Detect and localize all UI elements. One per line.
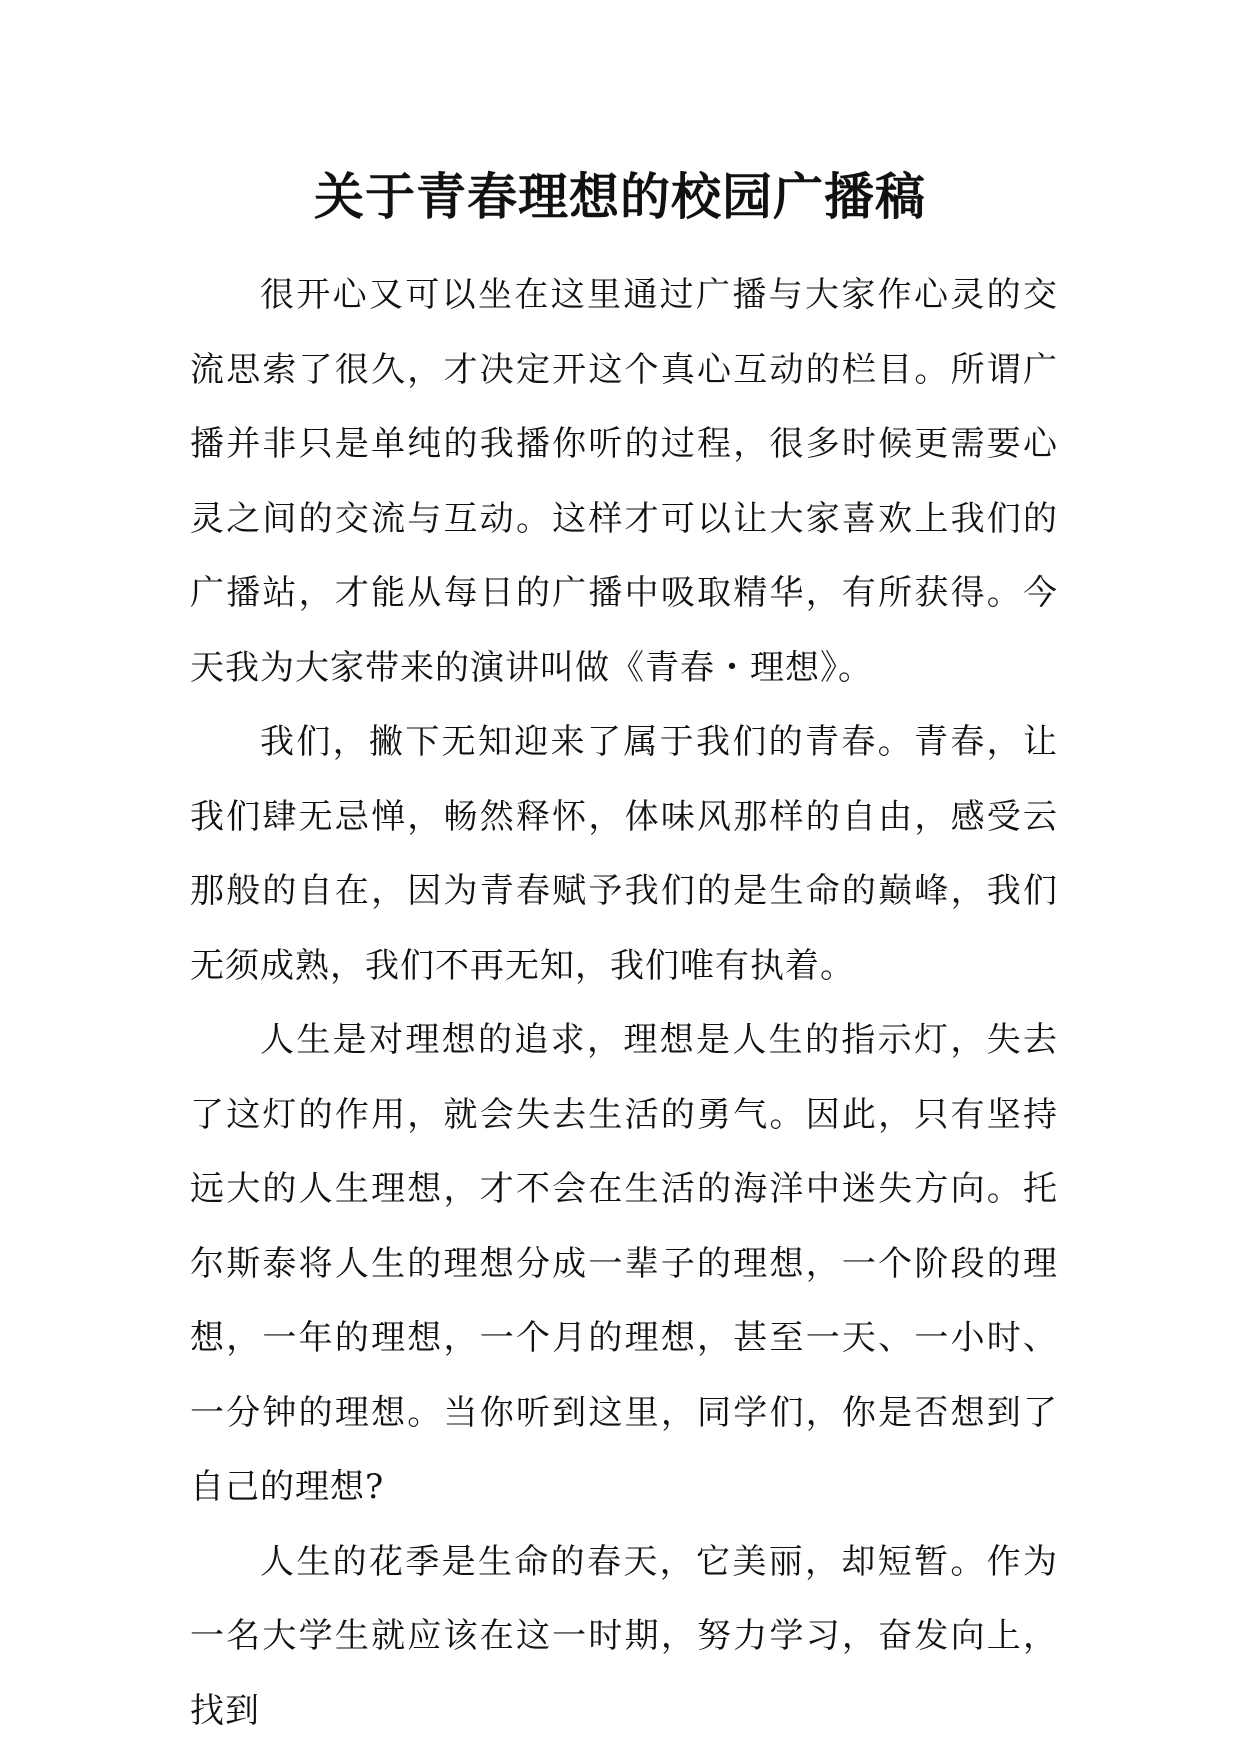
paragraph-3: 人生是对理想的追求，理想是人生的指示灯，失去了这灯的作用，就会失去生活的勇气。因此，只有坚持远大的人生理想，才不会在生活的海洋中迷失方向。托尔斯泰将人生的理想分成一辈子的理想，一个阶段的理想，一年的理想，一个月的理想，甚至一天、一小时、一分钟的理想。当你听到这里，同学们，你是否想到了自己的理想? bbox=[190, 1020, 1058, 1507]
document-body bbox=[190, 258, 1058, 1748]
paragraph-4: 人生的花季是生命的春天，它美丽，却短暂。作为一名大学生就应该在这一时期，努力学习，奋发向上，找到 bbox=[190, 1541, 1058, 1731]
paragraph-1: 很开心又可以坐在这里通过广播与大家作心灵的交流思索了很久，才决定开这个真心互动的栏目。所谓广播并非只是单纯的我播你听的过程，很多时候更需要心灵之间的交流与互动。这样才可以让大家喜欢上我们的广播站，才能从每日的广播中吸取精华，有所获得。今天我为大家带来的演讲叫做《青春・理想》。 bbox=[190, 275, 1058, 688]
document-title: 关于青春理想的校园广播稿 bbox=[314, 167, 926, 226]
paragraph-2: 我们，撇下无知迎来了属于我们的青春。青春，让我们肆无忌惮，畅然释怀，体味风那样的自由，感受云那般的自在，因为青春赋予我们的是生命的巅峰，我们无须成熟，我们不再无知，我们唯有执着。 bbox=[190, 722, 1058, 986]
